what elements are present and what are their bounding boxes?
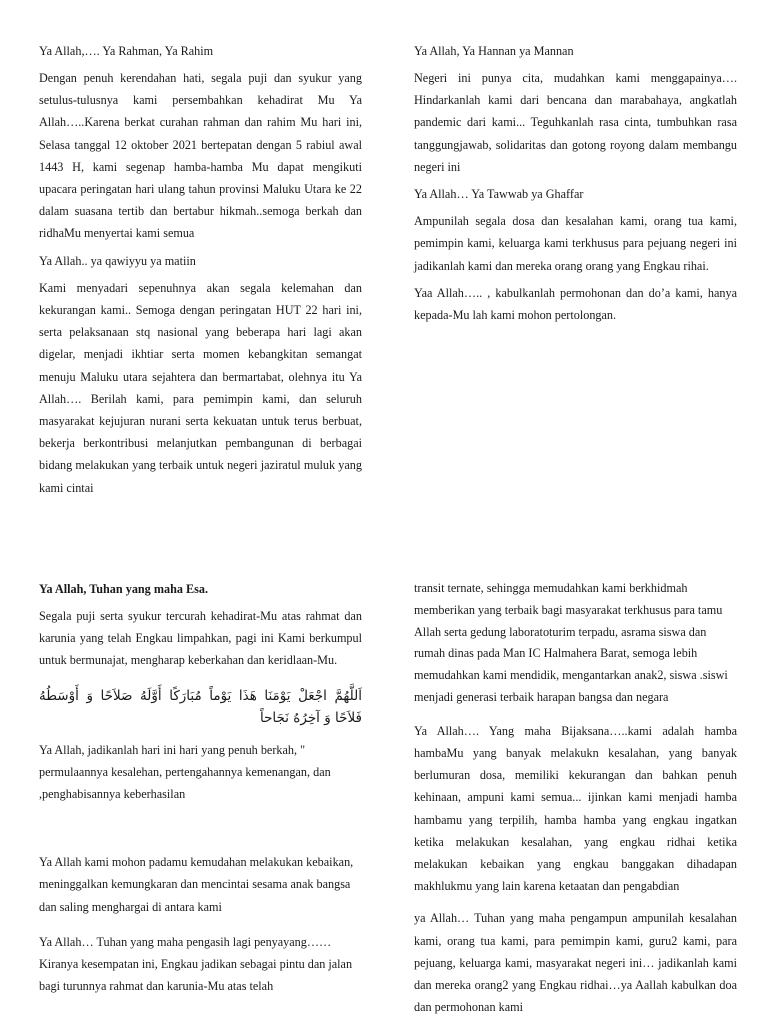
paragraph-kemudahan: Ya Allah kami mohon padamu kemudahan melakukan kebaikan, meninggalkan kemungkaran dan mencintai sesama anak bangsa dan saling menghargai di antara kami <box>39 855 354 914</box>
top-left-column <box>39 40 362 499</box>
paragraph-kelemahan: Kami menyadari sepenuhnya akan segala kelemahan dan kekurangan kami.. Semoga dengan peringatan HUT 22 hari ini, serta pelaksanaan stq nasional yang beberapa hari lagi akan digelar, menjadi ikhtiar serta momen kebangkitan semangat menuju Maluku utara sejahtera dan bermartabat, olehnya itu Ya Allah…. Berilah kami, para pemimpin kami, dan seluruh masyarakat kejujuran nurani serta kekuatan untuk terus berbuat, bekerja berkontribusi melanjutkan pembangunan di berbagai bidang melakukan yang terbaik untuk negeri jaziratul muluk yang kami cintai <box>39 280 362 495</box>
paragraph-opening-praise: Dengan penuh kerendahan hati, segala puji dan syukur yang setulus-tulusnya kami persembahkan kehadirat Mu Ya Allah…..Karena berkat curahan rahman dan rahim Mu hari ini, Selasa tanggal 12 oktober 2021 bertepatan dengan 5 rabiul awal 1443 H, kami segenap hamba-hamba Mu dapat mengikuti upacara peringatan hari ulang tahun provinsi Maluku Utara ke 22 dalam suasana tertib dan bertabur hikmah..semoga berkah dan ridhaMu menyertai kami semua <box>39 71 362 241</box>
arabic-prayer: اَللَّهُمَّ اجْعَلْ يَوْمَنَا هَذَا يَوْماً مُبَارَكًا أَوَّلَهُ صَلاَحًا وَ أَوْسَطُهُ فَلاَحًا وَ آخِرُهُ نَجَاحاً <box>39 687 362 726</box>
paragraph-ampunilah: Ampunilah segala dosa dan kesalahan kami, orang tua kami, pemimpin kami, keluarga kami terkhusus para pejuang negeri ini jadikanlah kami dan mereka orang orang yang Engkau rihai. <box>414 214 737 273</box>
paragraph-negeri-cita: Negeri ini punya cita, mudahkan kami menggapainya…. Hindarkanlah kami dari bencana dan marabahaya, angkatlah pandemic dari kami... Teguhkanlah rasa cinta, tumbuhkan rasa tanggungjawab, solidaritas dan gotong royong dalam membangu negeri ini <box>414 71 737 174</box>
paragraph-kabulkanlah: Yaa Allah….. , kabulkanlah permohonan dan do’a kami, hanya kepada-Mu lah kami mohon pertolongan. <box>414 285 737 323</box>
heading-ya-hannan: Ya Allah, Ya Hannan ya Mannan <box>414 44 574 58</box>
paragraph-maha-bijaksana: Ya Allah…. Yang maha Bijaksana…..kami adalah hamba hambaMu yang banyak melakukn kesalahan, yang banyak berlumuran dosa, memiliki kekurangan dan bahkan penuh kehinaan, ampuni kami semua... ijinkan kami menjadi hamba hambamu yang terpilih, hamba hamba yang engkau ingatkan ketika melakukan kesalahan, yang engkau ridhai ketika melakukan kebaikan yang engkau banggakan dihadapan makhlukmu yang lain karena ketaatan dan pengabdian <box>414 723 737 894</box>
paragraph-transit-ternate: transit ternate, sehingga memudahkan kami berkhidmah memberikan yang terbaik bagi masyarakat terkhusus para tamu Allah serta gedung laboratoturim terpadu, asrama siswa dan rumah dinas pada Man IC Halmahera Barat, semoga lebih memudahkan kami mendidik, mengantarkan anak2, siswa .siswi menjadi generasi terbaik harapan bangsa dan negara <box>414 581 728 704</box>
top-right-column <box>414 40 737 326</box>
paragraph-hari-berkah: Ya Allah, jadikanlah hari ini hari yang penuh berkah, " permulaannya kesalehan, pertengahannya kemenangan, dan ,penghabisannya keberhasilan <box>39 742 331 802</box>
paragraph-segala-puji: Segala puji serta syukur tercurah kehadirat-Mu atas rahmat dan karunia yang telah Engkau limpahkan, pagi ini Kami berkumpul untuk bermunajat, mengharap keberkahan dan keridlaan-Mu. <box>39 609 362 668</box>
heading-ya-tawwab: Ya Allah… Ya Tawwab ya Ghaffar <box>414 187 584 202</box>
heading-tuhan-maha-esa: Ya Allah, Tuhan yang maha Esa. <box>39 582 209 596</box>
heading-ya-qawiyyu: Ya Allah.. ya qawiyyu ya matiin <box>39 253 196 268</box>
bottom-right-column <box>414 578 737 1018</box>
bottom-left-column <box>39 578 362 997</box>
paragraph-maha-pengasih: Ya Allah… Tuhan yang maha pengasih lagi penyayang…… Kiranya kesempatan ini, Engkau jadikan sebagai pintu dan jalan bagi turunnya rahmat dan karunia-Mu atas telah <box>39 934 353 994</box>
heading-ya-rahman: Ya Allah,…. Ya Rahman, Ya Rahim <box>39 44 214 58</box>
paragraph-maha-pengampun: ya Allah… Tuhan yang maha pengampun ampunilah kesalahan kami, orang tua kami, para pemimpin kami, guru2 kami, para pejuang, keluarga kami, masyarakat negeri ini… jadikanlah kami dan mereka orang2 yang Engkau ridhai…ya Aallah kabulkan doa dan permohonan kami <box>414 911 737 1015</box>
